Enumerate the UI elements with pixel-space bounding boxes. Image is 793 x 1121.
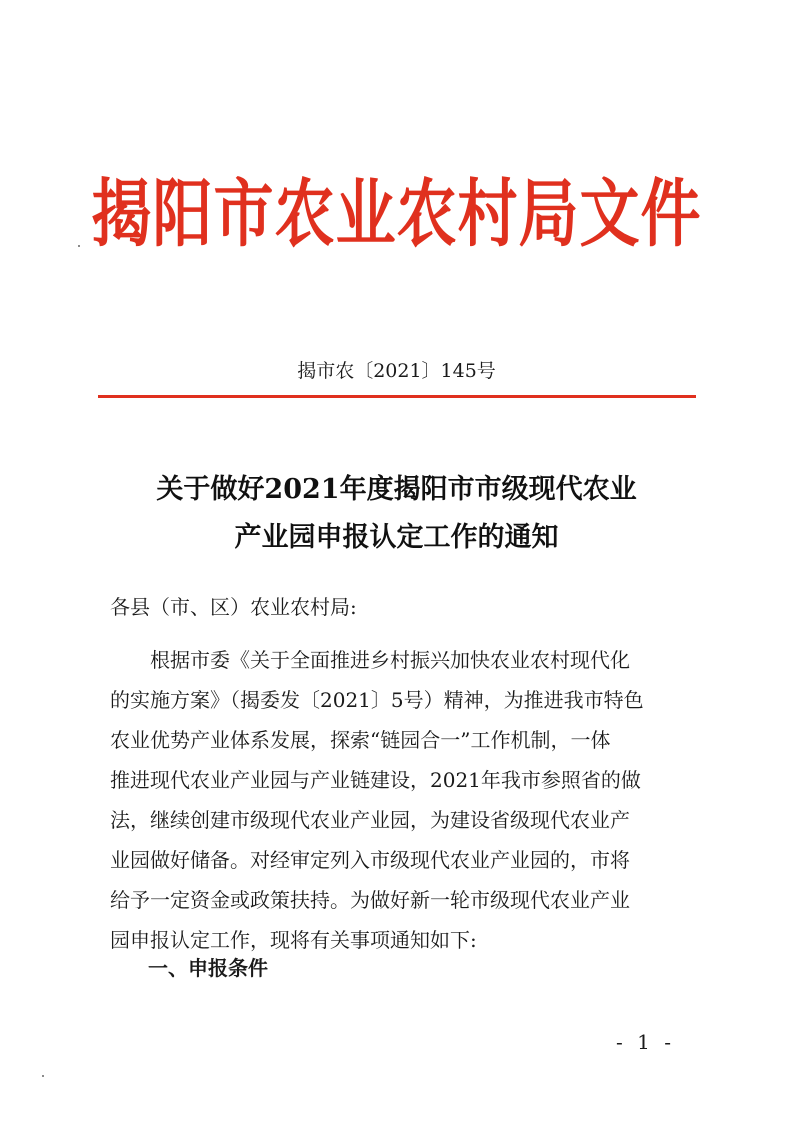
body-line: 业园做好储备。对经审定列入市级现代农业产业园的，市将 — [110, 848, 630, 872]
body-line: 给予一定资金或政策扶持。为做好新一轮市级现代农业产业 — [110, 888, 630, 912]
body-line: 园申报认定工作，现将有关事项通知如下: — [110, 928, 477, 952]
document-masthead: 揭阳市农业农村局文件 — [91, 171, 702, 258]
red-divider-line — [98, 395, 696, 398]
title-line-2: 产业园申报认定工作的通知 — [234, 522, 559, 553]
body-line: 推进现代农业产业园与产业链建设，2021年我市参照省的做 — [110, 768, 641, 792]
salutation: 各县（市、区）农业农村局: — [110, 595, 357, 619]
body-line: 农业优势产业体系发展，探索“链园合一”工作机制，一体 — [110, 728, 611, 752]
body-line: 法，继续创建市级现代农业产业园，为建设省级现代农业产 — [110, 808, 630, 832]
document-number: 揭市农〔2021〕145号 — [297, 360, 496, 382]
body-line: 根据市委《关于全面推进乡村振兴加快农业农村现代化 — [150, 648, 630, 672]
body-line: 的实施方案》（揭委发〔2021〕5号）精神，为推进我市特色 — [110, 688, 644, 712]
scan-speck — [42, 1075, 44, 1077]
title-line-1: 关于做好2021年度揭阳市市级现代农业 — [156, 474, 637, 505]
page-number: - 1 - — [616, 1030, 675, 1054]
scan-speck — [78, 245, 80, 247]
section-heading: 一、申报条件 — [148, 956, 268, 980]
document-title — [90, 466, 703, 562]
body-paragraph — [110, 640, 700, 960]
